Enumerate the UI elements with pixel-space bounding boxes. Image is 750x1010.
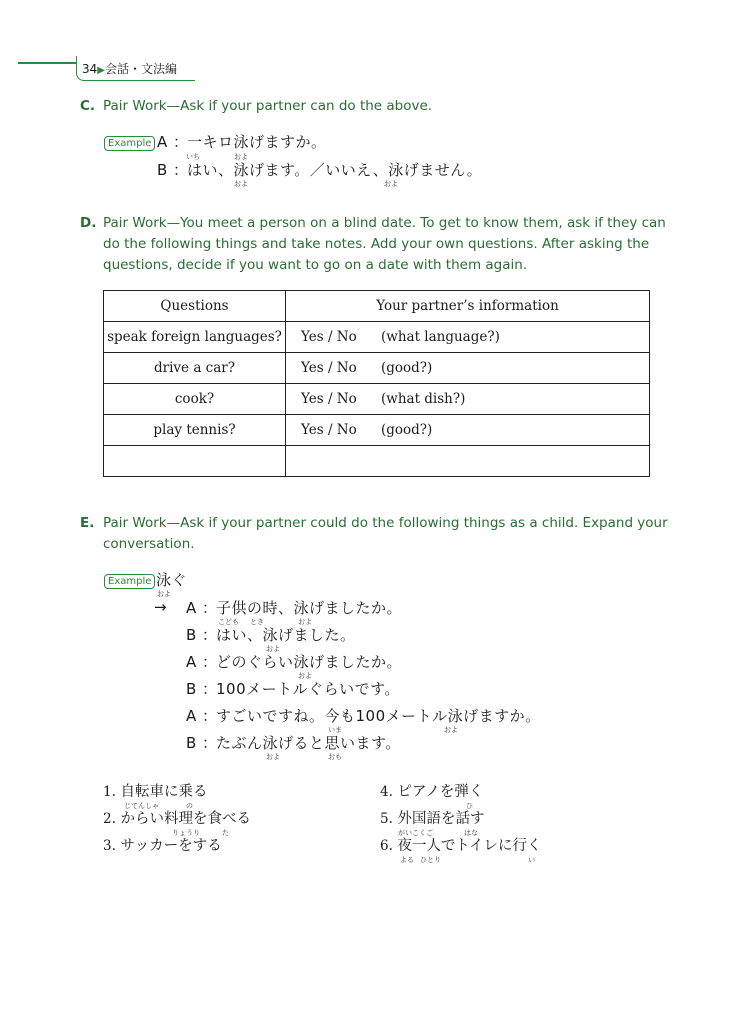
triangle-icon: ▶: [97, 65, 105, 76]
dialogue-line: B ：はい、泳げました。: [186, 626, 356, 644]
furigana: およ: [298, 618, 312, 626]
question-cell: cook?: [104, 384, 286, 415]
furigana: およ: [266, 753, 280, 761]
dialogue-line: A ：すごいですね。今も100メートル泳げますか。: [186, 707, 541, 725]
answer-cell[interactable]: Yes / No (what dish?): [286, 384, 650, 415]
table-row: [104, 415, 650, 446]
furigana: いま: [328, 726, 342, 734]
question-cell: speak foreign languages?: [104, 322, 286, 353]
table-row: [104, 353, 650, 384]
section-c-instruction: Pair Work—Ask if your partner can do the above.: [103, 98, 433, 114]
section-e-heading: E. Pair Work—Ask if your partner could do the following things as a child. Expand your conversation.: [80, 513, 680, 555]
question-cell-blank[interactable]: [104, 446, 286, 477]
section-d-heading: D. Pair Work—You meet a person on a blind date. To get to know them, ask if they can do the following things and take notes. Add your own questions. After asking the questions, decide if you want to go on a date with them again.: [80, 213, 680, 276]
furigana: およ: [384, 180, 398, 188]
table-row: [104, 322, 650, 353]
arrow-right-icon: →: [154, 598, 167, 616]
furigana: およ: [298, 672, 312, 680]
list-item: 6. 夜一人でトイレに行く: [380, 838, 542, 854]
list-item: 2. からい料理を食べる: [103, 811, 251, 827]
answer-cell[interactable]: Yes / No (good?): [286, 415, 650, 446]
section-d-instruction-2: do the following things and take notes. Add your own questions. After asking the: [103, 236, 650, 252]
furigana: がいこくご: [398, 829, 433, 837]
page-number: 34: [82, 62, 98, 76]
example-line-a: A ：一キロ泳げますか。: [157, 133, 327, 151]
section-e-instruction-2: conversation.: [103, 536, 195, 552]
furigana: とき: [250, 618, 264, 626]
furigana: およ: [234, 153, 248, 161]
column-header: Your partner’s information: [286, 291, 650, 322]
question-cell: play tennis?: [104, 415, 286, 446]
list-item: 4. ピアノを弾く: [380, 784, 484, 800]
furigana: じてんしゃ: [124, 802, 159, 810]
table-row-blank: [104, 446, 650, 477]
answer-cell[interactable]: Yes / No (good?): [286, 353, 650, 384]
section-e-instruction-1: Pair Work—Ask if your partner could do the following things as a child. Expand your: [103, 515, 668, 531]
dialogue-line: A ：どのぐらい泳げましたか。: [186, 653, 403, 671]
chapter-title: 会話・文法編: [104, 62, 177, 76]
furigana: ひとり: [420, 856, 441, 864]
answer-cell[interactable]: Yes / No (what language?): [286, 322, 650, 353]
list-item: 3. サッカーをする: [103, 838, 222, 854]
furigana: ひ: [466, 802, 473, 810]
section-c-heading: C. Pair Work—Ask if your partner can do the above.: [80, 96, 680, 117]
furigana: およ: [266, 645, 280, 653]
list-item: 5. 外国語を話す: [380, 811, 485, 827]
table-row: [104, 384, 650, 415]
furigana: およ: [234, 180, 248, 188]
furigana: た: [222, 829, 229, 837]
column-header: Questions: [104, 291, 286, 322]
example-badge: Example: [104, 574, 155, 589]
table-header-row: [104, 291, 650, 322]
example-verb: 泳ぐ: [156, 571, 188, 589]
dialogue-line: B ：たぶん泳げると思います。: [186, 734, 401, 752]
dialogue-line: A ：子供の時、泳げましたか。: [186, 599, 403, 617]
running-header: [82, 60, 177, 77]
furigana: い: [528, 856, 535, 864]
furigana: こども: [218, 618, 239, 626]
furigana: よる: [400, 856, 414, 864]
question-cell: drive a car?: [104, 353, 286, 384]
furigana: の: [186, 802, 193, 810]
header-rule: [18, 62, 76, 64]
furigana: いち: [186, 153, 200, 161]
furigana: りょうり: [172, 829, 200, 837]
example-badge: Example: [104, 136, 155, 151]
section-d-instruction-1: Pair Work—You meet a person on a blind date. To get to know them, ask if they can: [103, 215, 666, 231]
answer-cell-blank[interactable]: [286, 446, 650, 477]
furigana: おも: [328, 753, 342, 761]
dialogue-line: B ：100メートルぐらいです。: [186, 680, 400, 698]
furigana: およ: [444, 726, 458, 734]
furigana: はな: [464, 829, 478, 837]
section-d-instruction-3: questions, decide if you want to go on a date with them again.: [103, 257, 528, 273]
furigana: およ: [157, 590, 171, 598]
example-line-b: B ：はい、泳げます。／いいえ、泳げません。: [157, 161, 483, 179]
list-item: 1. 自転車に乗る: [103, 784, 208, 800]
partner-info-table: [103, 290, 650, 477]
